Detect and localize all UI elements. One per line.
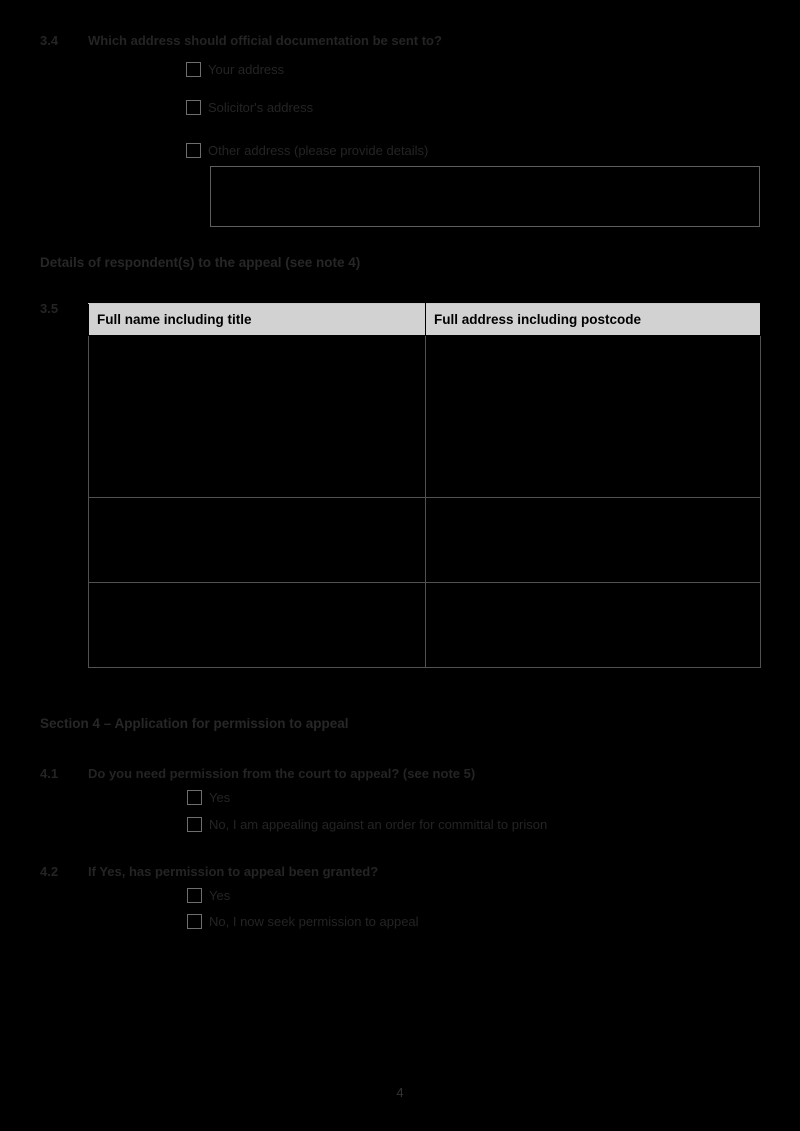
respondent-row-1 [89,336,761,498]
q41-yes-checkbox[interactable] [187,790,202,805]
page-number: 4 [396,1085,404,1100]
q41-no-checkbox[interactable] [187,817,202,832]
option-row-q41-yes [187,790,230,806]
q42-no-checkbox[interactable] [187,914,202,929]
question-text-3-4: Which address should official documentation be sent to? [88,33,442,48]
respondent-1-address-cell[interactable] [426,336,761,498]
section-4-heading: Section 4 – Application for permission to appeal [40,716,349,731]
option-row-your-address [186,62,284,78]
question-number-4-2: 4.2 [40,864,59,879]
respondent-3-address-cell[interactable] [426,583,761,668]
question-number-4-1: 4.1 [40,766,59,781]
option-row-solicitors-address [186,100,313,116]
question-number-3-5: 3.5 [40,301,59,316]
respondent-row-2 [89,498,761,583]
respondents-table [88,303,761,668]
q41-no-label: No, I am appealing against an order for committal to prison [209,817,548,832]
column-header-full-address: Full address including postcode [426,304,761,336]
respondent-2-name-cell[interactable] [89,498,426,583]
your-address-label: Your address [208,62,285,77]
q42-no-label: No, I now seek permission to appeal [209,914,419,929]
option-row-q42-no [187,914,419,930]
solicitors-address-checkbox[interactable] [186,100,201,115]
q42-yes-checkbox[interactable] [187,888,202,903]
option-row-q41-no [187,817,547,833]
column-header-full-name: Full name including title [89,304,426,336]
respondents-table-header-row [89,304,761,336]
respondent-1-name-cell[interactable] [89,336,426,498]
respondent-2-address-cell[interactable] [426,498,761,583]
q42-yes-label: Yes [209,888,231,903]
other-address-label: Other address (please provide details) [208,143,429,158]
question-number-3-4: 3.4 [40,33,59,48]
respondent-row-3 [89,583,761,668]
other-address-checkbox[interactable] [186,143,201,158]
solicitors-address-label: Solicitor's address [208,100,314,115]
question-text-4-2: If Yes, has permission to appeal been granted? [88,864,379,879]
q41-yes-label: Yes [209,790,231,805]
option-row-other-address [186,143,428,159]
your-address-checkbox[interactable] [186,62,201,77]
respondent-3-name-cell[interactable] [89,583,426,668]
option-row-q42-yes [187,888,230,904]
respondents-heading: Details of respondent(s) to the appeal (see note 4) [40,255,361,270]
other-address-details-box[interactable] [210,166,760,227]
question-text-4-1: Do you need permission from the court to appeal? (see note 5) [88,766,476,781]
